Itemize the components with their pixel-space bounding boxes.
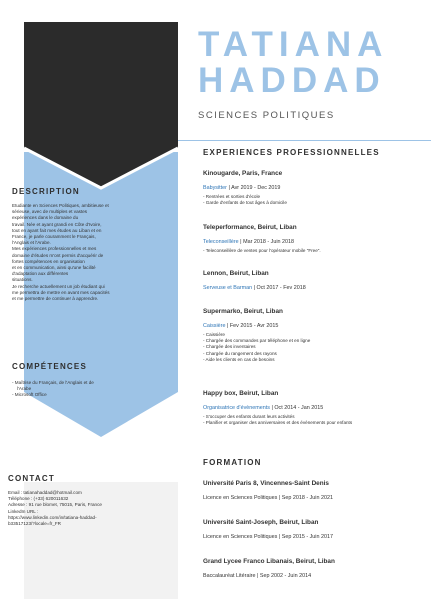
experience-bullet: - Planifier et organiser des anniversaires et des évènements pour enfants [203,420,353,426]
formation-meta: Licence en Sciences Politiques | Sep 2018 - Juin 2021 [203,495,333,501]
experience-meta: Organisatrice d'évènements | Oct 2014 - Jan 2015 [203,405,324,411]
formation-degree: Baccalauréat Litéraire [203,573,256,579]
experience-bullet: - Chargée des inventaires [203,344,256,350]
experience-role: Serveuse et Barman [203,285,253,291]
contact-body [8,490,148,527]
description-line: France, je parle couramment le Français, [12,234,96,240]
formation-degree: Licence en Sciences Politiques [203,534,278,540]
experience-company: Kinougarde, Paris, France [203,170,283,177]
description-line: Mes expériences professionnelles et mes [12,246,97,252]
experience-role: Organisatrice d'évènements [203,405,270,411]
description-line: et en communication, ainsi qu'une facilité [12,265,96,271]
subtitle: SCIENCES POLITIQUES [198,110,335,121]
last-name: HADDAD [198,61,386,100]
description-line: domaine d'études m'ont permis d'acquérir de [12,252,104,258]
description-line: tout en ayant fait mes études au Liban et en [12,227,102,233]
experiences-title: EXPERIENCES PROFESSIONNELLES [203,148,380,157]
experience-company: Happy box, Beirut, Liban [203,390,279,397]
experience-bullet: - Teleconseillère de ventes pour l'opérateur mobile "Free". [203,248,321,253]
contact-address: Adresse : 91 rue blomet, 75015, Paris, France [8,502,102,508]
contact-linkedin-link[interactable]: https://www.linkedin.com/in/tatiana-haddad- [8,514,97,520]
experience-bullet: - Rentrées et sorties d'école [203,194,261,199]
experience-role: Teleconseillère [203,239,239,245]
experience-role: Caissière [203,323,226,329]
experience-bullet: - Chargée des commandes par téléphone et en ligne [203,338,311,344]
experience-dates: Fev 2015 - Avr 2015 [229,323,279,329]
experience-meta: Teleconseillère | Mar 2018 - Juin 2018 [203,239,295,245]
description-line: et me permettre de continuer à apprendre. [12,296,99,302]
experience-bullet: - S'occuper des enfants durant leurs activités [203,414,295,419]
description-line: Je recherche actuellement un job étudiant qui [12,283,105,289]
formation-school: Université Paris 8, Vincennes-Saint Denis [203,480,329,487]
contact-phone: Téléphone : (+33) 620011632 [8,496,69,502]
experience-meta: Caissière | Fev 2015 - Avr 2015 [203,323,279,329]
formation-meta: Baccalauréat Litéraire | Sep 2002 - Juin 2014 [203,573,312,579]
contact-title: CONTACT [8,474,55,483]
header-divider [178,140,431,141]
experience-role: Babysitter [203,185,227,191]
description-line: l'Anglais et l'Arabe. [12,240,51,246]
experience-item [203,224,431,254]
formation-dates: Sep 2018 - Juin 2021 [281,495,333,501]
description-line: me permettra de mettre en avant mes capacités [12,289,110,295]
experience-bullet: - Aide les clients en cas de besoins [203,356,275,362]
experience-meta: Babysitter | Avr 2019 - Dec 2019 [203,185,281,191]
experience-bullet: - Chargée du rangement des rayons [203,350,277,356]
description-line: travail. Née et ayant grandi en Côte d'Ivoire, [12,221,102,227]
description-line: fortes compétences en organisation [12,258,85,264]
formation-item [203,480,431,504]
competence-line: - Microsoft Office [12,392,47,398]
experience-company: Lennon, Beirut, Liban [203,270,269,277]
description-body [12,203,146,302]
formation-dates: Sep 2015 - Juin 2017 [281,534,333,540]
description-line: situations. [12,277,33,283]
formation-item [203,558,431,582]
description-line: expériences dans le domaine du [12,215,79,221]
competence-line: - Maîtrise du Français, de l'Anglais et de [12,380,94,385]
competence-line: l'Arabe [17,386,32,392]
formation-degree: Licence en Sciences Politiques [203,495,278,501]
formation-dates: Sep 2002 - Juin 2014 [259,573,312,579]
experience-item [203,308,431,363]
formation-title: FORMATION [203,458,262,467]
experience-dates: Oct 2017 - Fev 2018 [256,285,306,291]
contact-email[interactable]: Email : tatianahaddad@hotmail.com [8,490,82,495]
experience-company: Supermarko, Beirut, Liban [203,308,283,315]
description-title: DESCRIPTION [12,187,80,196]
experience-dates: Oct 2014 - Jan 2015 [274,405,324,411]
experience-bullet: - Caissière [203,332,225,337]
header-dark-panel [24,22,178,192]
experience-item [203,270,431,294]
experience-meta: Serveuse et Barman | Oct 2017 - Fev 2018 [203,285,306,291]
formation-school: Université Saint-Joseph, Beirut, Liban [203,519,319,526]
experience-bullet: - Garde d'enfants de tout âges à domicile [203,200,287,206]
first-name: TATIANA [198,25,389,64]
experience-dates: Mar 2018 - Juin 2018 [243,239,295,245]
competences-body [12,380,146,399]
experience-item [203,390,431,426]
description-line: d'adaptation aux différentes [12,271,69,277]
contact-linkedin-link-cont[interactable]: b33517123/?locale=fr_FR [8,521,61,527]
competences-title: COMPÉTENCES [12,362,87,371]
formation-item [203,519,431,543]
description-line: sérieuse, avec de multiples et vastes [12,209,88,215]
formation-meta: Licence en Sciences Politiques | Sep 2015 - Juin 2017 [203,534,333,540]
experience-company: Teleperformance, Beirut, Liban [203,224,297,231]
experience-dates: Avr 2019 - Dec 2019 [231,185,281,191]
description-line: Etudiante en Sciences Politiques, ambitieuse et [12,203,109,208]
contact-linkedin-label: LinkedIn URL : [8,508,39,514]
formation-school: Grand Lycee Franco Libanais, Beirut, Liban [203,558,335,565]
experience-item [203,170,431,206]
dark-chevron-shape [24,22,178,192]
